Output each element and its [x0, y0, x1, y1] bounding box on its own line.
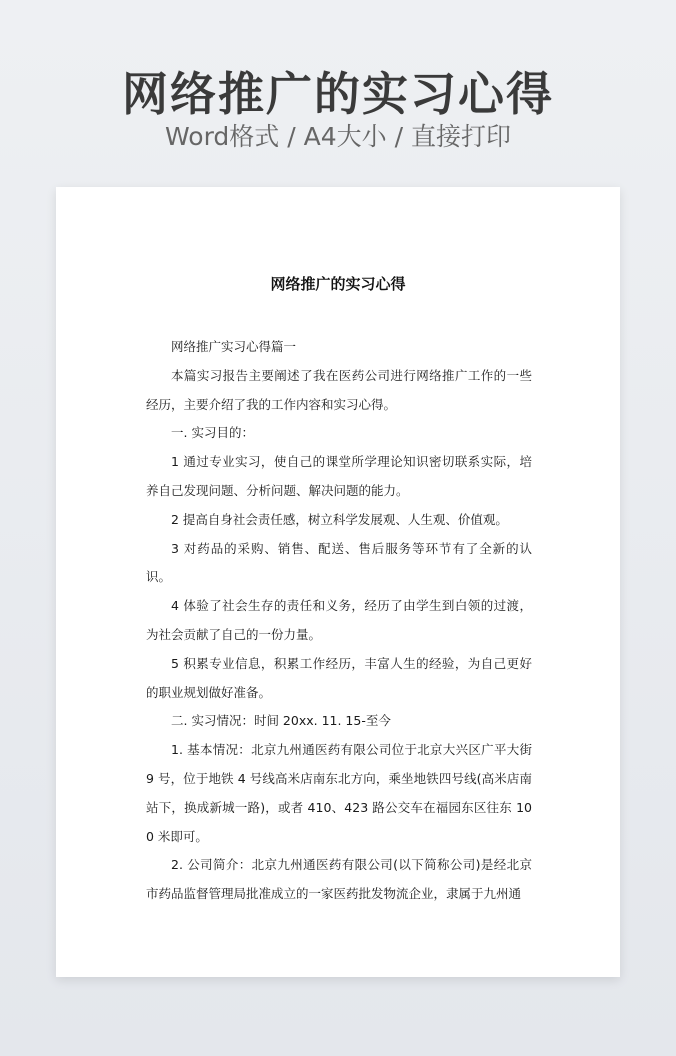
- document-page: [56, 187, 620, 977]
- document-paragraph: 一. 实习目的：: [171, 425, 254, 441]
- document-paragraph: 1. 基本情况：北京九州通医药有限公司位于北京大兴区广平大街 9 号，位于地铁 4 号线高米店南东北方向，乘坐地铁四号线(高米店南站下，换成新城一路)，或者 410、423 路公交车在福园东区往东 100 米即可。: [146, 742, 532, 844]
- document-paragraph: 2 提高自身社会责任感，树立科学发展观、人生观、价值观。: [171, 511, 508, 527]
- document-paragraph: 二. 实习情况：时间 20xx. 11. 15-至今: [171, 713, 391, 729]
- document-title: 网络推广的实习心得: [270, 275, 406, 293]
- banner-title: 网络推广的实习心得: [122, 67, 554, 121]
- document-paragraph: 4 体验了社会生存的责任和义务，经历了由学生到白领的过渡，为社会贡献了自己的一份力量。: [146, 598, 532, 642]
- document-paragraph: 1 通过专业实习，使自己的课堂所学理论知识密切联系实际，培养自己发现问题、分析问题、解决问题的能力。: [146, 454, 532, 498]
- document-paragraph: 2. 公司简介：北京九州通医药有限公司(以下简称公司)是经北京市药品监督管理局批准成立的一家医药批发物流企业，隶属于九州通: [146, 857, 532, 902]
- document-body: [146, 333, 532, 909]
- banner-subtitle: Word格式 / A4大小 / 直接打印: [165, 122, 511, 151]
- document-paragraph: 5 积累专业信息，积累工作经历，丰富人生的经验，为自己更好的职业规划做好准备。: [146, 655, 532, 700]
- document-paragraph: 网络推广实习心得篇一: [171, 339, 297, 354]
- document-paragraph: 3 对药品的采购、销售、配送、售后服务等环节有了全新的认识。: [146, 540, 532, 585]
- document-paragraph: 本篇实习报告主要阐述了我在医药公司进行网络推广工作的一些经历，主要介绍了我的工作内容和实习心得。: [146, 367, 532, 412]
